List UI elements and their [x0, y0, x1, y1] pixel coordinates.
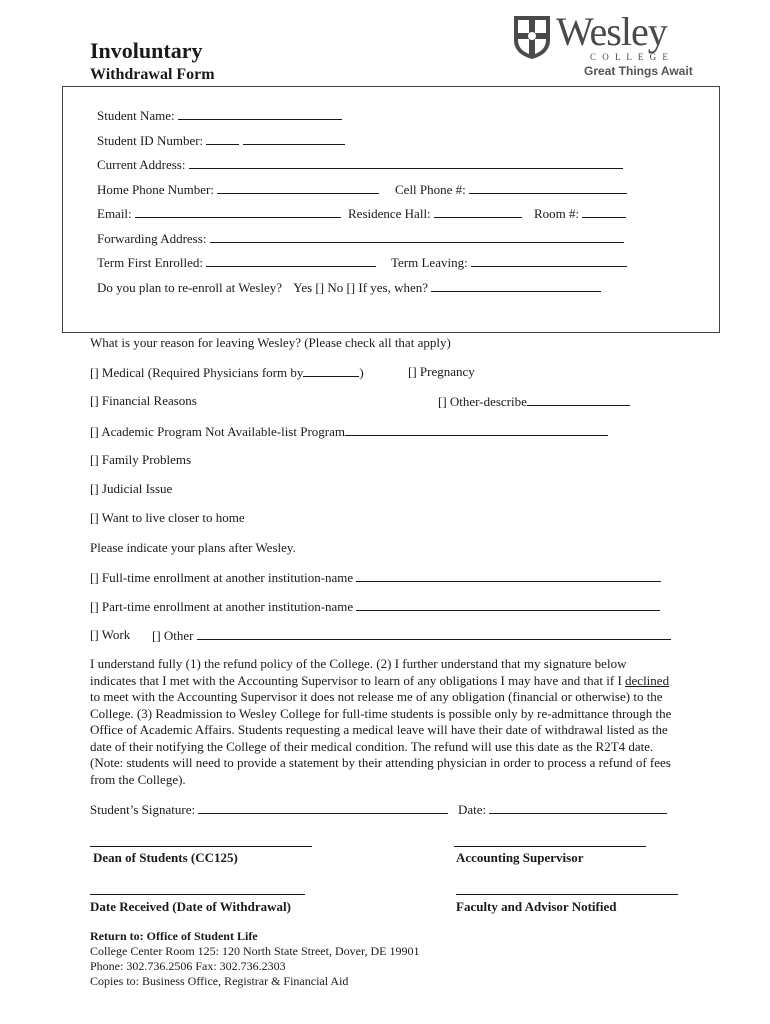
plans-question: Please indicate your plans after Wesley. [90, 540, 296, 555]
term-first-field[interactable] [206, 254, 376, 267]
agreement-paragraph [90, 656, 672, 788]
student-id-field-1[interactable] [206, 132, 239, 145]
room-wrap [534, 205, 626, 222]
plan-other[interactable] [152, 627, 671, 644]
reason-financial[interactable]: [] Financial Reasons [90, 393, 197, 408]
residence-hall-field[interactable] [434, 205, 522, 218]
student-name-label: Student Name: [97, 108, 175, 123]
footer-address: College Center Room 125: 120 North State Street, Dover, DE 19901 [90, 944, 420, 958]
plan-fulltime[interactable] [90, 569, 661, 586]
reason-medical-close: ) [359, 365, 364, 380]
plan-parttime[interactable] [90, 598, 660, 615]
reason-other-field[interactable] [527, 393, 630, 406]
college-logo [512, 9, 702, 80]
faculty-notified-line[interactable] [456, 894, 678, 895]
reason-academic[interactable] [90, 423, 608, 440]
reason-other-label: [] Other-describe [438, 394, 527, 409]
plan-work[interactable]: [] Work [90, 627, 131, 642]
agreement-text-1: I understand fully (1) the refund policy of the College. (2) I further understand that my signature below indicates that I met with the Accounting Supervisor to learn of any obligations I may have and that if I [90, 656, 627, 688]
term-leaving-wrap [391, 254, 627, 271]
residence-hall-wrap [348, 205, 522, 222]
term-leaving-field[interactable] [471, 254, 627, 267]
forwarding-address-row [97, 230, 624, 247]
reenroll-when-field[interactable] [431, 279, 601, 292]
logo-college: C O L L E G E [590, 52, 670, 62]
reenroll-row [97, 279, 601, 296]
student-name-row [97, 107, 342, 124]
student-id-field-2[interactable] [243, 132, 345, 145]
student-signature-label: Student’s Signature: [90, 802, 196, 817]
form-title: Involuntary [90, 38, 203, 63]
faculty-notified-label: Faculty and Advisor Notified [456, 899, 617, 914]
signature-date-field[interactable] [489, 801, 667, 814]
logo-tagline: Great Things Await [584, 64, 693, 78]
current-address-field[interactable] [189, 156, 623, 169]
reenroll-options[interactable]: Yes [] No [] If yes, when? [293, 280, 429, 295]
reason-medical-label: [] Medical (Required Physicians form by [90, 365, 304, 380]
plan-fulltime-field[interactable] [356, 569, 661, 582]
cell-phone-wrap [395, 181, 627, 198]
reason-medical[interactable] [90, 364, 364, 381]
agreement-declined: declined [625, 672, 670, 688]
reason-family[interactable]: [] Family Problems [90, 452, 192, 467]
signature-date-wrap [458, 801, 667, 818]
student-name-field[interactable] [178, 107, 342, 120]
residence-hall-label: Residence Hall: [348, 206, 431, 221]
physician-form-date-field[interactable] [303, 364, 359, 377]
term-first-wrap [97, 254, 376, 271]
college-crest-icon [512, 14, 552, 60]
student-signature-field[interactable] [198, 801, 448, 814]
email-label: Email: [97, 206, 132, 221]
email-wrap [97, 205, 341, 222]
form-subtitle: Withdrawal Form [90, 66, 215, 83]
plan-parttime-field[interactable] [356, 598, 660, 611]
reason-academic-field[interactable] [345, 423, 608, 436]
cell-phone-field[interactable] [469, 181, 627, 194]
reason-other[interactable] [438, 393, 630, 410]
signature-date-label: Date: [458, 802, 487, 817]
plan-fulltime-label: [] Full-time enrollment at another institution-name [90, 570, 354, 585]
dean-signature-line[interactable] [90, 846, 312, 847]
email-field[interactable] [135, 205, 341, 218]
date-received-line[interactable] [90, 894, 305, 895]
reason-judicial[interactable]: [] Judicial Issue [90, 481, 173, 496]
room-label: Room #: [534, 206, 580, 221]
forwarding-address-label: Forwarding Address: [97, 231, 207, 246]
home-phone-field[interactable] [217, 181, 379, 194]
plan-other-label: [] Other [152, 628, 194, 643]
footer-return-to: Return to: Office of Student Life [90, 929, 258, 943]
plan-parttime-label: [] Part-time enrollment at another institution-name [90, 599, 354, 614]
agreement-text-2: to meet with the Accounting Supervisor it does not release me of any obligation (financial or otherwise) to the College. (3) Readmission to Wesley College for full-time students is possible only by re-admittance through the Office of Academic Affairs. Students requesting a medical leave will have their date of withdrawal listed as the date of their notifying the College of their medical condition. The refund will use this date as the R2T4 date. (Note: students will need to provide a statement by their attending physician in order to process a refund of fees from the College). [90, 689, 672, 787]
plan-other-field[interactable] [197, 627, 671, 640]
current-address-row [97, 156, 623, 173]
reason-question: What is your reason for leaving Wesley? (Please check all that apply) [90, 335, 451, 350]
student-id-label: Student ID Number: [97, 133, 204, 148]
home-phone-label: Home Phone Number: [97, 182, 214, 197]
footer-copies: Copies to: Business Office, Registrar & Financial Aid [90, 974, 349, 988]
accounting-signature-line[interactable] [454, 846, 646, 847]
reason-closer[interactable]: [] Want to live closer to home [90, 510, 245, 525]
term-first-label: Term First Enrolled: [97, 255, 203, 270]
logo-wordmark: Wesley [556, 9, 667, 54]
reason-academic-label: [] Academic Program Not Available-list Program [90, 424, 345, 439]
forwarding-address-field[interactable] [210, 230, 624, 243]
footer-phone: Phone: 302.736.2506 Fax: 302.736.2303 [90, 959, 286, 973]
room-field[interactable] [582, 205, 626, 218]
home-phone-label-wrap [97, 181, 379, 198]
reason-pregnancy[interactable]: [] Pregnancy [408, 364, 475, 379]
accounting-label: Accounting Supervisor [456, 850, 584, 865]
current-address-label: Current Address: [97, 157, 186, 172]
student-signature-wrap [90, 801, 448, 818]
cell-phone-label: Cell Phone #: [395, 182, 466, 197]
student-id-row [97, 132, 345, 149]
term-leaving-label: Term Leaving: [391, 255, 468, 270]
date-received-label: Date Received (Date of Withdrawal) [90, 899, 291, 914]
reenroll-question: Do you plan to re-enroll at Wesley? [97, 280, 282, 295]
dean-label: Dean of Students (CC125) [93, 850, 238, 865]
